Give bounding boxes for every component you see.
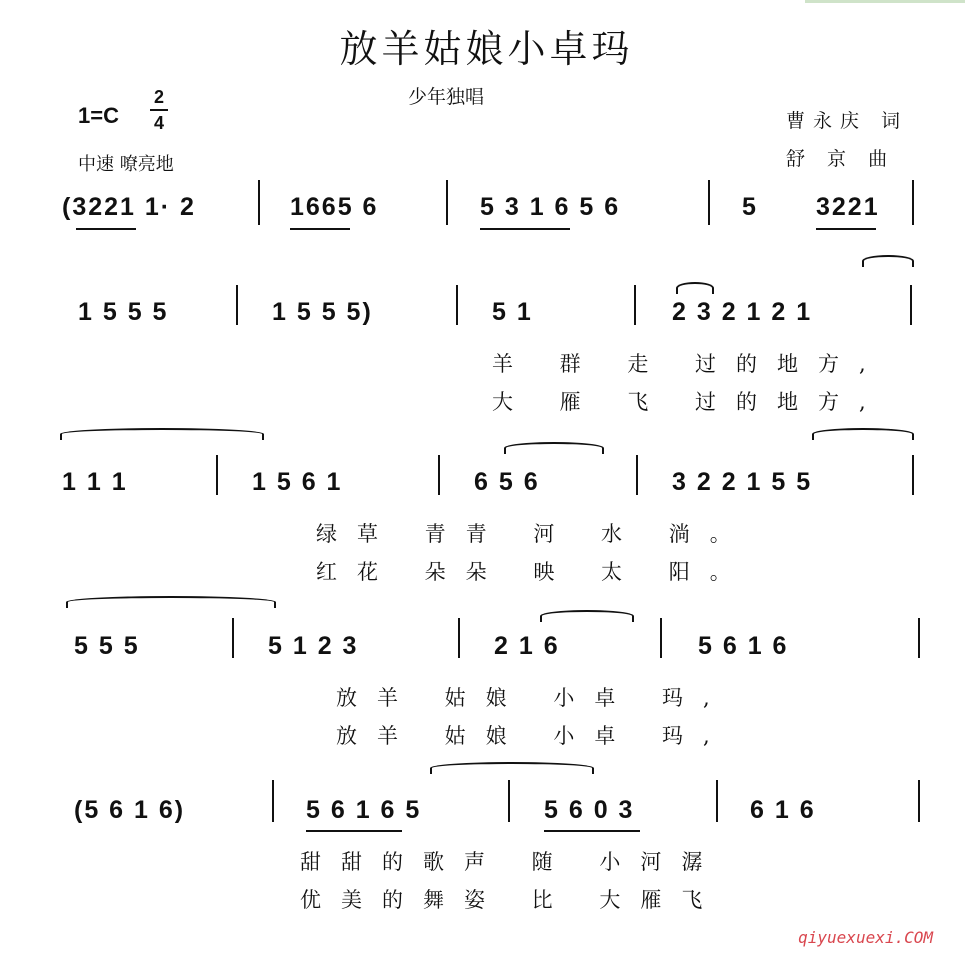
bar-line <box>918 780 920 822</box>
bar-line <box>258 180 260 225</box>
song-title: 放羊姑娘小卓玛 <box>339 27 634 71</box>
measure: (5 6 1 6) <box>74 796 186 824</box>
measure: 3 2 2 1 5 5 <box>672 468 813 496</box>
measure: 1 1 1 <box>62 468 128 496</box>
bar-line <box>458 618 460 658</box>
tie <box>66 596 276 608</box>
tie <box>812 428 914 440</box>
beam-line <box>544 830 640 832</box>
measure: 5 <box>742 193 758 221</box>
measure: (3221 1· 2 <box>62 193 196 221</box>
bar-line <box>456 285 458 325</box>
bar-line <box>438 455 440 495</box>
slur <box>430 762 594 774</box>
measure: 5 6 0 3 <box>544 796 635 824</box>
slur <box>540 610 634 622</box>
measure: 2 3 2 1 2 1 <box>672 298 813 326</box>
lyrics-verse-1: 放羊 姑娘 小卓 玛, <box>336 686 730 710</box>
bar-line <box>636 455 638 495</box>
measure: 5 5 5 <box>74 632 140 660</box>
bar-line <box>912 455 914 495</box>
composer-credit: 舒 京 曲 <box>786 148 896 170</box>
time-signature <box>150 86 168 134</box>
bar-line <box>634 285 636 325</box>
beam-line <box>480 228 570 230</box>
slur <box>676 282 714 294</box>
bar-line <box>272 780 274 822</box>
beam-line <box>816 228 876 230</box>
beam-line <box>306 830 402 832</box>
measure: 6 5 6 <box>474 468 540 496</box>
measure: 1 5 6 1 <box>252 468 343 496</box>
beam-line <box>76 228 136 230</box>
measure: 6 1 6 <box>750 796 816 824</box>
beam-line <box>290 228 350 230</box>
site-watermark: qiyuexuexi.COM <box>798 928 933 947</box>
measure: 5 1 <box>492 298 533 326</box>
tie <box>60 428 264 440</box>
key-signature: 1=C <box>78 103 119 128</box>
bar-line <box>446 180 448 225</box>
bar-line <box>708 180 710 225</box>
measure: 5 1 2 3 <box>268 632 359 660</box>
measure: 1 5 5 5 <box>78 298 169 326</box>
corner-strip <box>805 0 965 3</box>
measure: 5 3 1 6 5 6 <box>480 193 621 221</box>
bar-line <box>508 780 510 822</box>
bar-line <box>232 618 234 658</box>
time-signature-top: 2 <box>153 87 164 107</box>
tie <box>862 255 914 267</box>
time-signature-bar <box>150 109 168 111</box>
measure: 1 5 5 5) <box>272 298 373 326</box>
bar-line <box>716 780 718 822</box>
measure: 2 1 6 <box>494 632 560 660</box>
measure: 3221 <box>816 193 880 221</box>
lyricist-credit: 曹永庆 词 <box>786 110 909 132</box>
time-signature-bottom: 4 <box>153 113 164 133</box>
lyrics-verse-2: 放羊 姑娘 小卓 玛, <box>336 724 730 748</box>
lyrics-verse-1: 甜甜的歌声 随 小河潺 <box>300 850 723 874</box>
measure: 5 6 1 6 5 <box>306 796 422 824</box>
bar-line <box>216 455 218 495</box>
lyrics-verse-1: 羊 群 走 过的地方, <box>492 352 886 376</box>
tempo-marking: 中速 嘹亮地 <box>78 154 174 175</box>
bar-line <box>912 180 914 225</box>
lyrics-verse-2: 优美的舞姿 比 大雁飞 <box>300 888 723 912</box>
measure: 5 6 1 6 <box>698 632 789 660</box>
lyrics-verse-2: 红花 朵朵 映 太 阳。 <box>316 560 751 584</box>
bar-line <box>236 285 238 325</box>
bar-line <box>910 285 912 325</box>
measure: 1665 6 <box>290 193 379 221</box>
bar-line <box>660 618 662 658</box>
lyrics-verse-2: 大 雁 飞 过的地方, <box>492 390 886 414</box>
slur <box>504 442 604 454</box>
lyrics-verse-1: 绿草 青青 河 水 淌。 <box>316 522 751 546</box>
bar-line <box>918 618 920 658</box>
song-subtitle: 少年独唱 <box>408 86 485 108</box>
